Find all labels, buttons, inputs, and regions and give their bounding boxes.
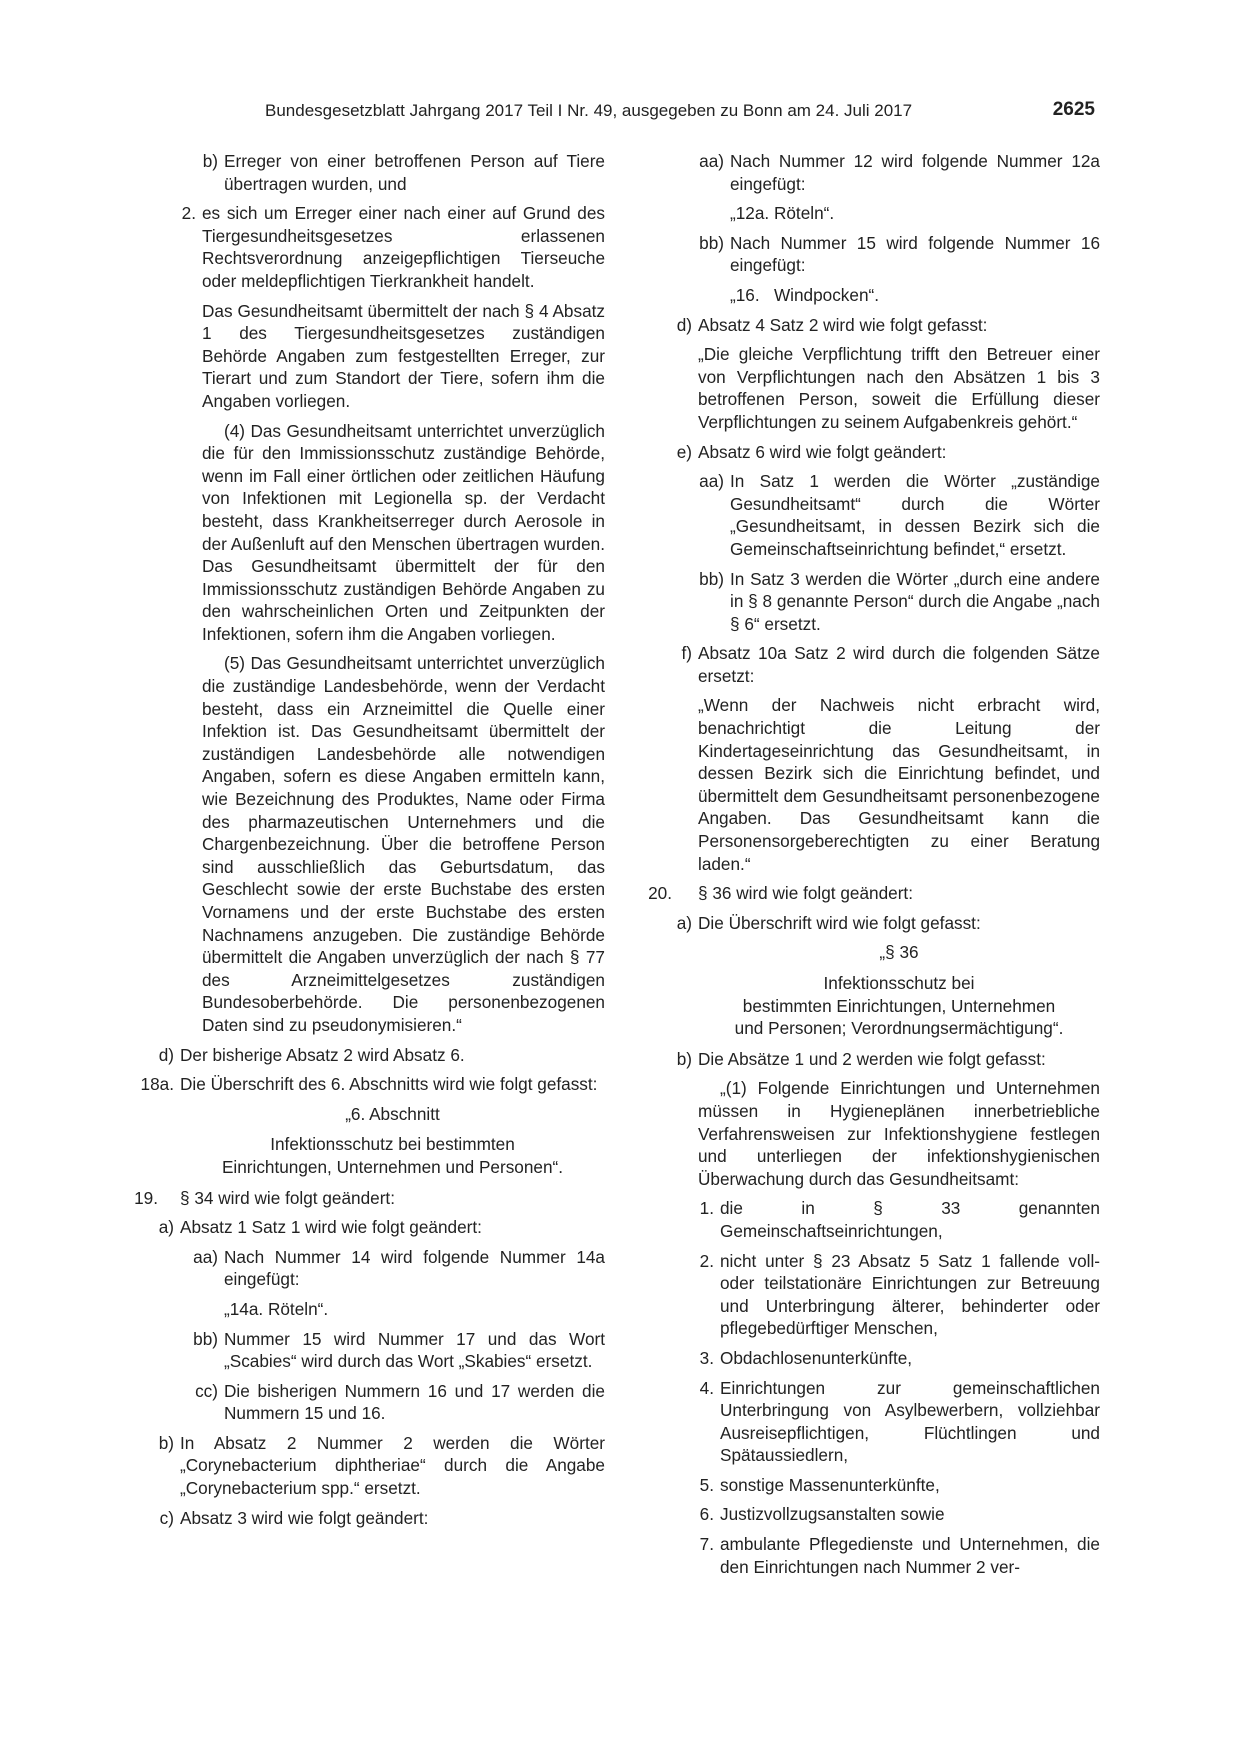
item-text: Nach Nummer 15 wird folgende Nummer 16 eingefügt: — [730, 232, 1100, 276]
section-6-subtitle-2: Einrichtungen, Unternehmen und Personen“. — [221, 1156, 564, 1177]
item-19 — [134, 1187, 605, 1210]
section-6-title: „6. Abschnitt — [345, 1103, 440, 1124]
item-label: a) — [676, 912, 692, 933]
list-item — [699, 1197, 1100, 1242]
item-text: In Absatz 2 Nummer 2 werden die Wörter „Corynebacterium diphtheriae“ durch die Angabe „Corynebacterium spp.“ ersetzt. — [180, 1432, 605, 1499]
item-label: c) — [159, 1507, 174, 1528]
item-text: Einrichtungen zur gemeinschaftlichen Unterbringung von Asylbewerbern, vollziehbar Ausreisepflichtigen, Flüchtlingen und Spätaussiedlern, — [720, 1377, 1100, 1466]
item-label: b) — [158, 1432, 174, 1453]
item-label: 3. — [699, 1347, 714, 1368]
left-column — [131, 150, 605, 1536]
item-text: Absatz 10a Satz 2 wird durch die folgenden Sätze ersetzt: — [698, 643, 1100, 686]
item-a — [158, 1216, 605, 1239]
section-36-subtitle-3: und Personen; Verordnungsermächtigung“. — [734, 1018, 1064, 1039]
item-text: Die bisherigen Nummern 16 und 17 werden die Nummern 15 und 16. — [224, 1380, 605, 1424]
list-item — [699, 1250, 1100, 1340]
item-text: Obdachlosenunterkünfte, — [720, 1347, 913, 1368]
item-bb — [193, 1328, 605, 1373]
inserted-number: „12a. Röteln“. — [730, 203, 835, 224]
item-text: Nummer 15 wird Nummer 17 und das Wort „Scabies“ wird durch das Wort „Skabies“ ersetzt. — [224, 1328, 605, 1372]
item-text: Die Absätze 1 und 2 werden wie folgt gefasst: — [698, 1048, 1046, 1069]
list-item — [699, 1377, 1100, 1467]
item-label: aa) — [699, 151, 724, 171]
item-text: Absatz 3 wird wie folgt geändert: — [180, 1507, 429, 1528]
item-b — [676, 1048, 1100, 1071]
item-text: sonstige Massenunterkünfte, — [720, 1474, 940, 1495]
item-aa — [699, 150, 1100, 195]
item-text: es sich um Erreger einer nach einer auf Grund des Tiergesundheitsgesetzes erlassenen Rechtsverordnung anzeigepflichtigen Tierseuche oder meldepflichtigen Tierkrankheit handelt. — [202, 203, 605, 291]
item-label: cc) — [195, 1380, 218, 1401]
item-text: Der bisherige Absatz 2 wird Absatz 6. — [180, 1044, 465, 1065]
item-text: nicht unter § 23 Absatz 5 Satz 1 fallende voll- oder teilstationäre Einrichtungen zur Betreuung und Unterbringung älterer, behinderter oder pflegebedürftiger Menschen, — [720, 1250, 1100, 1339]
page-number: 2625 — [1052, 99, 1095, 120]
quoted-text: „Wenn der Nachweis nicht erbracht wird, benachrichtigt die Leitung der Kindertageseinrichtung das Gesundheitsamt, in dessen Bezirk sich die Einrichtung befindet, und übermittelt dem Gesundheitsamt personenbezogene Angaben. Das Gesundheitsamt kann die Personensorgeberechtigten zu einer Beratung laden.“ — [698, 695, 1100, 874]
item-label: 20. — [648, 883, 672, 904]
item-label: 2. — [181, 203, 196, 224]
item-label: bb) — [193, 1328, 218, 1349]
section-36-subtitle-1: Infektionsschutz bei — [823, 973, 975, 993]
item-label: a) — [158, 1217, 174, 1238]
item-text: Justizvollzugsanstalten sowie — [720, 1504, 945, 1525]
item-label: 7. — [699, 1534, 714, 1555]
running-title: Bundesgesetzblatt Jahrgang 2017 Teil I Nr. 49, ausgegeben zu Bonn am 24. Juli 2017 — [265, 101, 913, 120]
inserted-number: „14a. Röteln“. — [224, 1298, 329, 1319]
item-text: Nach Nummer 14 wird folgende Nummer 14a eingefügt: — [224, 1246, 605, 1290]
item-18a — [140, 1073, 605, 1096]
item-label: 4. — [699, 1377, 714, 1398]
item-text: Absatz 6 wird wie folgt geändert: — [698, 441, 947, 462]
item-text: In Satz 3 werden die Wörter „durch eine andere in § 8 genannte Person“ durch die Angabe „nach § 6“ ersetzt. — [730, 568, 1100, 634]
item-e — [676, 441, 1100, 464]
item-b — [202, 150, 605, 195]
item-label: 2. — [699, 1250, 714, 1271]
item-f — [681, 642, 1100, 687]
item-d — [158, 1044, 605, 1067]
item-label: d) — [158, 1044, 174, 1065]
item-e-aa — [699, 470, 1100, 560]
item-cc — [195, 1380, 605, 1425]
item-text: Die Überschrift wird wie folgt gefasst: — [698, 912, 981, 933]
section-36-subtitle-2: bestimmten Einrichtungen, Unternehmen — [742, 995, 1056, 1016]
item-label: d) — [676, 314, 692, 335]
paragraph: Das Gesundheitsamt übermittelt der nach § 4 Absatz 1 des Tiergesundheitsgesetzes zuständigen Behörde Angaben zum festgestellten Erreger, zur Tierart und zum Standort der Tiere, sofern ihm die Angaben vorliegen. — [202, 300, 605, 411]
item-c — [159, 1507, 605, 1530]
item-a — [676, 912, 1100, 935]
item-label: 19. — [134, 1187, 158, 1208]
item-text: Erreger von einer betroffenen Person auf Tiere übertragen wurden, und — [224, 151, 605, 194]
page-header — [265, 99, 1095, 125]
item-text: Die Überschrift des 6. Abschnitts wird wie folgt gefasst: — [180, 1074, 598, 1095]
section-36-title: „§ 36 — [879, 942, 919, 963]
paragraph-4: (4) Das Gesundheitsamt unterrichtet unverzüglich die für den Immissionsschutz zuständige Behörde, wenn im Fall einer örtlichen oder zeitlichen Häufung von Infektionen mit Legionella sp. der Verdacht besteht, dass Krankheitserreger durch Aerosole in der Außenluft auf den Menschen übertragen wurden. Das Gesundheitsamt übermittelt der für den Immissionsschutz zuständigen Behörde Angaben zu den wahrscheinlichen Orten und Zeitpunkten der Infektionen, sofern ihm die Angaben vorliegen. — [202, 420, 605, 644]
item-label: 6. — [699, 1504, 714, 1525]
item-label: b) — [676, 1048, 692, 1069]
item-text: Absatz 1 Satz 1 wird wie folgt geändert: — [180, 1217, 482, 1238]
item-label: aa) — [699, 471, 724, 492]
inserted-number: „16. Windpocken“. — [730, 284, 880, 305]
item-text: In Satz 1 werden die Wörter „zuständige Gesundheitsamt“ durch die Wörter „Gesundheitsamt, in dessen Bezirk sich die Gemeinschaftseinrichtung befindet,“ ersetzt. — [730, 471, 1100, 559]
list-item — [699, 1347, 1100, 1370]
right-column — [626, 150, 1100, 1585]
list-item — [699, 1533, 1100, 1578]
item-20 — [648, 882, 1100, 905]
paragraph-5: (5) Das Gesundheitsamt unterrichtet unverzüglich die zuständige Landesbehörde, wenn der Verdacht besteht, dass ein Arzneimittel die Quelle einer Infektion ist. Das Gesundheitsamt übermittelt der zuständigen Landesbehörde alle notwendigen Angaben, sofern es diese Angaben ermitteln kann, wie Bezeichnung des Produktes, Name oder Firma des pharmazeutischen Unternehmers und die Chargenbezeichnung. Über die betroffene Person sind ausschließlich das Geburtsdatum, das Geschlecht sowie der erste Buchstabe des ersten Vornamens und der erste Buchstabe des ersten Nachnamens anzugeben. Die zuständige Behörde übermittelt die Angaben unverzüglich der nach § 77 des Arzneimittelgesetzes zuständigen Bundesoberbehörde. Die personenbezogenen Daten sind zu pseudonymisieren.“ — [202, 653, 605, 1035]
list-item — [699, 1503, 1100, 1526]
item-e-bb — [699, 568, 1100, 636]
item-label: b) — [202, 151, 218, 171]
item-label: 5. — [699, 1474, 714, 1495]
item-bb — [699, 232, 1100, 277]
item-aa — [193, 1246, 605, 1291]
item-label: e) — [676, 441, 692, 462]
item-label: bb) — [699, 232, 724, 253]
quoted-text: „(1) Folgende Einrichtungen und Unternehmen müssen in Hygieneplänen innerbetriebliche Verfahrensweisen zur Infektionshygiene festlegen und unterliegen der infektionshygienischen Überwachung durch das Gesundheitsamt: — [698, 1078, 1100, 1189]
item-text: § 36 wird wie folgt geändert: — [698, 883, 913, 904]
item-text: die in § 33 genannten Gemeinschaftseinrichtungen, — [720, 1198, 1100, 1241]
item-label: f) — [681, 643, 692, 664]
item-label: bb) — [699, 568, 724, 589]
item-label: 18a. — [140, 1074, 174, 1095]
item-b-2 — [158, 1432, 605, 1500]
item-label: aa) — [193, 1246, 218, 1267]
item-text: § 34 wird wie folgt geändert: — [180, 1187, 395, 1208]
item-label: 1. — [699, 1198, 714, 1219]
item-text: Absatz 4 Satz 2 wird wie folgt gefasst: — [698, 314, 988, 335]
item-2 — [181, 202, 605, 292]
item-text: ambulante Pflegedienste und Unternehmen, die den Einrichtungen nach Nummer 2 ver- — [720, 1534, 1100, 1577]
section-6-subtitle-1: Infektionsschutz bei bestimmten — [270, 1134, 515, 1155]
item-d — [676, 314, 1100, 337]
quoted-text: „Die gleiche Verpflichtung trifft den Betreuer einer von Verpflichtungen nach den Absätzen 1 bis 3 betroffenen Person, soweit die Erfüllung dieser Verpflichtungen zu seinem Aufgabenkreis gehört.“ — [698, 344, 1100, 432]
item-text: Nach Nummer 12 wird folgende Nummer 12a eingefügt: — [730, 151, 1100, 194]
list-item — [699, 1474, 1100, 1497]
